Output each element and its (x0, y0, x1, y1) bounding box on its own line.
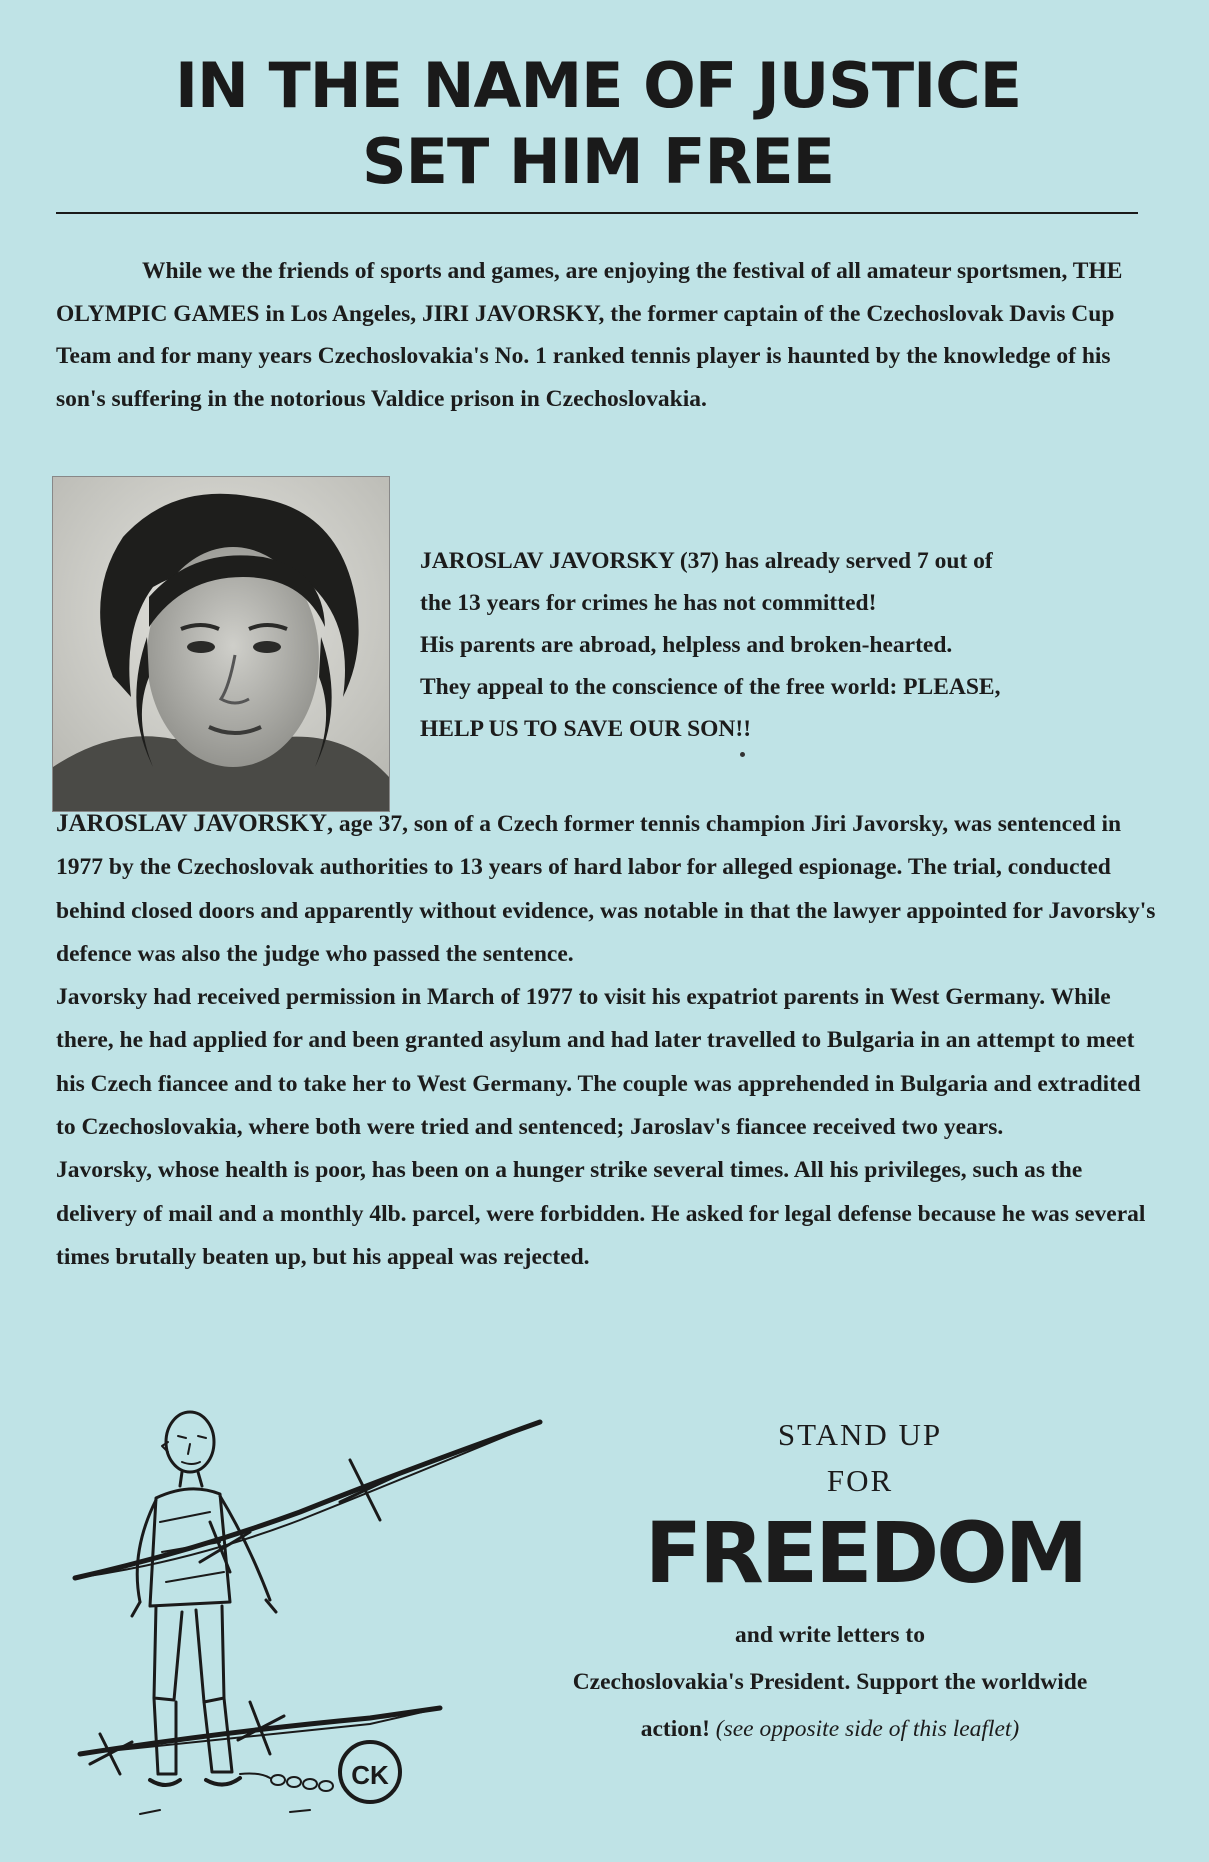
write-line-3-bold: action! (640, 1716, 710, 1742)
body-paragraph-2: Javorsky had received permission in March of 1977 to visit his expatriot parents in West Germany. While there, he had applied for and been granted asylum and had later travelled to Bulgaria in an attempt to meet his Czech fiancee and to take her to West Germany. The couple was apprehended in Bulgaria and extradited to Czechoslovakia, where both were tried and sentenced; Jaroslav's fiancee received two years. (56, 984, 1141, 1141)
appeal-line-2: the 13 years for crimes he has not committed! (420, 590, 877, 616)
write-line-3 (500, 1706, 1160, 1753)
body-lead-name: JAROSLAV JAVORSKY (56, 810, 328, 837)
appeal-line-3: His parents are abroad, helpless and broken-hearted. (420, 632, 953, 658)
headline-line-1: IN THE NAME OF JUSTICE (174, 49, 1022, 122)
intro-paragraph: While we the friends of sports and games, are enjoying the festival of all amateur sportsmen, THE OLYMPIC GAMES in Los Angeles, JIRI JAVORSKY, the former captain of the Czechoslovak Davis Cup Team and for many years Czechoslovakia's No. 1 ranked tennis player is haunted by the knowledge of his son's suffering in the notorious Valdice prison in Czechoslovakia. (56, 258, 1123, 412)
write-letters-block (500, 1612, 1160, 1753)
prisoner-drawing (70, 1402, 550, 1822)
stray-dot (740, 752, 745, 757)
stand-up-text: STAND UP (777, 1417, 943, 1452)
ball-letters: CK (351, 1760, 389, 1790)
headline (58, 48, 1138, 200)
appeal-line-4: They appeal to the conscience of the free world: PLEASE, (420, 674, 1001, 700)
appeal-line-1: JAROSLAV JAVORSKY (37) has already served 7 out of (420, 548, 993, 574)
headline-line-2: SET HIM FREE (362, 125, 834, 198)
freedom-heading: FREEDOM (644, 1504, 1086, 1602)
headline-rule (56, 212, 1138, 214)
write-line-2: Czechoslovakia's President. Support the worldwide (572, 1669, 1088, 1695)
body-paragraph-1-text: , age 37, son of a Czech former tennis champion Jiri Javorsky, was sentenced in 1977 by the Czechoslovak authorities to 13 years of hard labor for alleged espionage. The trial, conducted behind closed doors and apparently without evidence, was notable in that the lawyer appointed for Javorsky's defence was also the judge who passed the sentence. (56, 811, 1156, 967)
appeal-block (420, 540, 1140, 750)
body-paragraph-1 (56, 802, 1156, 976)
write-line-1: and write letters to (735, 1622, 925, 1648)
for-text: FOR (826, 1463, 894, 1498)
stand-up-heading (640, 1412, 1080, 1504)
appeal-line-5: HELP US TO SAVE OUR SON!! (420, 716, 752, 742)
body-text (56, 802, 1156, 1279)
body-paragraph-3: Javorsky, whose health is poor, has been on a hunger strike several times. All his privileges, such as the delivery of mail and a monthly 4lb. parcel, were forbidden. He asked for legal defense because he was several times brutally beaten up, but his appeal was rejected. (56, 1157, 1146, 1270)
portrait-photo (52, 476, 390, 812)
write-line-3-italic: (see opposite side of this leaflet) (715, 1716, 1020, 1742)
